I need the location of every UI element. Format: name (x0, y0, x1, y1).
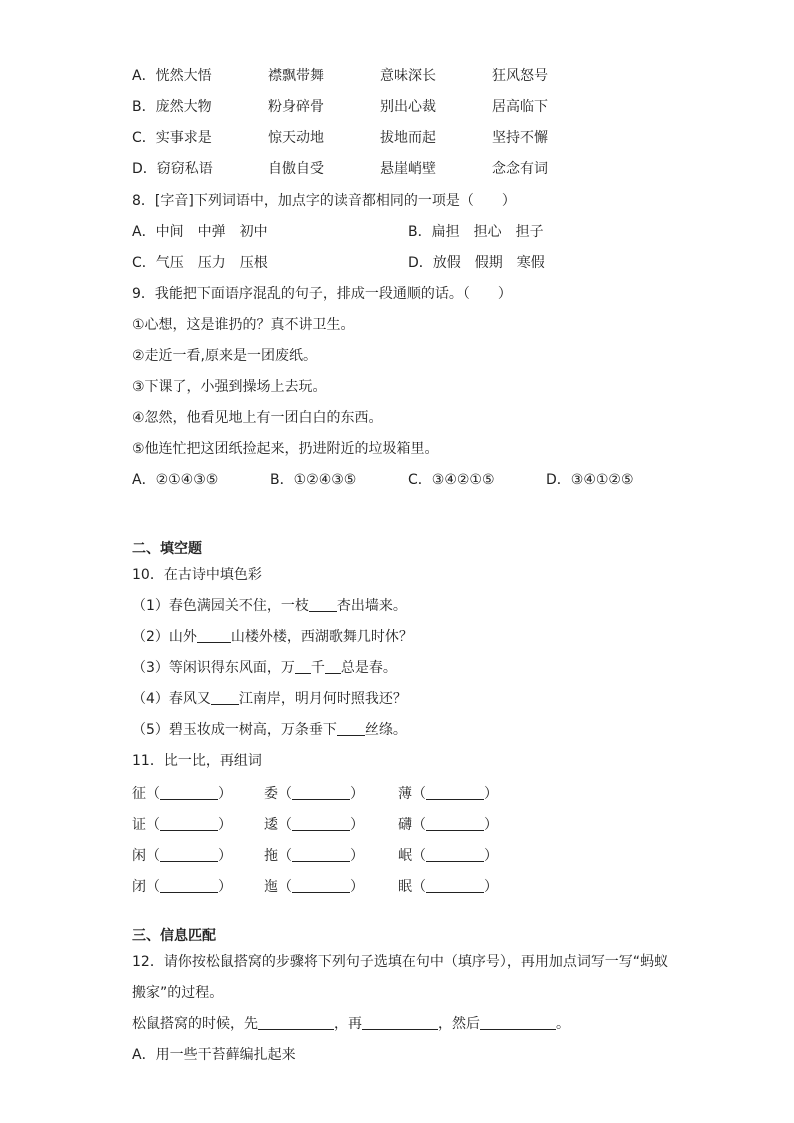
q7-option-1-word-2: 襟飘带舞 (268, 68, 324, 84)
section-heading-info-match: 三、信息匹配 (132, 928, 216, 944)
q10-blank-4[interactable] (211, 690, 239, 705)
q9-sentence-2: ②走近一看,原来是一团废纸。 (132, 348, 318, 364)
q10-blank-2[interactable] (197, 628, 231, 643)
q11-answer-blank[interactable] (426, 785, 484, 800)
q11-answer-blank[interactable] (292, 878, 350, 893)
q9-option-d: D．③④①②⑤ (546, 472, 634, 488)
q8-stem: 8．[字音]下列词语中，加点字的读音都相同的一项是（ ） (132, 193, 516, 209)
q8-option-a: A．中间 中弹 初中 (132, 224, 268, 240)
q11-answer-blank[interactable] (160, 847, 218, 862)
q10-blank-3a[interactable] (295, 659, 311, 674)
q11-item: 岷（ ） (398, 848, 498, 864)
q11-item: 拖（ ） (264, 848, 364, 864)
q9-option-a: A．②①④③⑤ (132, 472, 219, 488)
q11-item: 逶（ ） (264, 817, 364, 833)
q11-answer-blank[interactable] (160, 785, 218, 800)
q7-option-2-word-3: 别出心裁 (380, 99, 436, 115)
q12-blank-1[interactable] (258, 1015, 334, 1030)
q8-option-c: C．气压 压力 压根 (132, 255, 268, 271)
q10-item-2: （2）山外 山楼外楼，西湖歌舞几时休？ (132, 629, 413, 645)
q7-option-2-word-4: 居高临下 (492, 99, 548, 115)
q7-option-4-word-3: 悬崖峭壁 (380, 161, 436, 177)
q11-item: 迤（ ） (264, 879, 364, 895)
q11-stem: 11．比一比，再组词 (132, 753, 262, 769)
q9-stem: 9．我能把下面语序混乱的句子，排成一段通顺的话。（ ） (132, 286, 512, 302)
q11-item: 闲（ ） (132, 848, 232, 864)
q11-item: 眠（ ） (398, 879, 498, 895)
q9-option-c: C．③④②①⑤ (408, 472, 495, 488)
q7-option-4-word-4: 念念有词 (492, 161, 548, 177)
q7-option-2-word-1: B．庞然大物 (132, 99, 212, 115)
q11-answer-blank[interactable] (426, 816, 484, 831)
q11-answer-blank[interactable] (426, 878, 484, 893)
q7-option-2-word-2: 粉身碎骨 (268, 99, 324, 115)
q12-stem-line1: 12．请你按松鼠搭窝的步骤将下列句子选填在句中（填序号），再用加点词写一写“蚂蚁 (132, 954, 669, 970)
q10-item-4: （4）春风又 江南岸，明月何时照我还？ (132, 691, 407, 707)
q12-stem-line2: 搬家”的过程。 (132, 985, 224, 1001)
q11-answer-blank[interactable] (160, 816, 218, 831)
q11-item: 礴（ ） (398, 817, 498, 833)
q12-option-a: A．用一些干苔藓编扎起来 (132, 1047, 296, 1063)
q7-option-3-word-3: 拔地而起 (380, 130, 436, 146)
q10-blank-1[interactable] (309, 597, 337, 612)
q11-item: 委（ ） (264, 786, 364, 802)
q11-item: 证（ ） (132, 817, 232, 833)
q11-item: 薄（ ） (398, 786, 498, 802)
q7-option-1-word-3: 意味深长 (380, 68, 436, 84)
q11-answer-blank[interactable] (160, 878, 218, 893)
q7-option-3-word-4: 坚持不懈 (492, 130, 548, 146)
q9-option-b: B．①②④③⑤ (270, 472, 357, 488)
q7-option-1-word-1: A．恍然大悟 (132, 68, 212, 84)
q12-fill-sentence: 松鼠搭窝的时候，先 ，再 ，然后 。 (132, 1016, 570, 1032)
q9-sentence-3: ③下课了，小强到操场上去玩。 (132, 379, 327, 395)
q11-answer-blank[interactable] (292, 785, 350, 800)
q10-stem: 10．在古诗中填色彩 (132, 567, 262, 583)
q7-option-4-word-2: 自傲自受 (268, 161, 324, 177)
q7-option-1-word-4: 狂风怒号 (492, 68, 548, 84)
q10-item-3: （3）等闲识得东风面，万 千 总是春。 (132, 660, 397, 676)
q12-blank-2[interactable] (362, 1015, 438, 1030)
q10-blank-5[interactable] (337, 721, 365, 736)
q11-item: 征（ ） (132, 786, 232, 802)
q8-option-d: D．放假 假期 寒假 (408, 255, 545, 271)
q9-sentence-4: ④忽然，他看见地上有一团白白的东西。 (132, 410, 383, 426)
q8-option-b: B．扁担 担心 担子 (408, 224, 544, 240)
q12-blank-3[interactable] (480, 1015, 556, 1030)
q11-answer-blank[interactable] (426, 847, 484, 862)
q10-blank-3b[interactable] (325, 659, 341, 674)
q10-item-1: （1）春色满园关不住，一枝 杏出墙来。 (132, 598, 407, 614)
q10-item-5: （5）碧玉妆成一树高，万条垂下 丝绦。 (132, 722, 407, 738)
q11-item: 闭（ ） (132, 879, 232, 895)
q7-option-4-word-1: D．窃窃私语 (132, 161, 213, 177)
q9-sentence-5: ⑤他连忙把这团纸捡起来，扔进附近的垃圾箱里。 (132, 441, 439, 457)
q7-option-3-word-2: 惊天动地 (268, 130, 324, 146)
q11-answer-blank[interactable] (292, 847, 350, 862)
q9-sentence-1: ①心想，这是谁扔的？真不讲卫生。 (132, 317, 355, 333)
section-heading-fill-blank: 二、填空题 (132, 541, 202, 557)
q11-answer-blank[interactable] (292, 816, 350, 831)
q7-option-3-word-1: C．实事求是 (132, 130, 212, 146)
